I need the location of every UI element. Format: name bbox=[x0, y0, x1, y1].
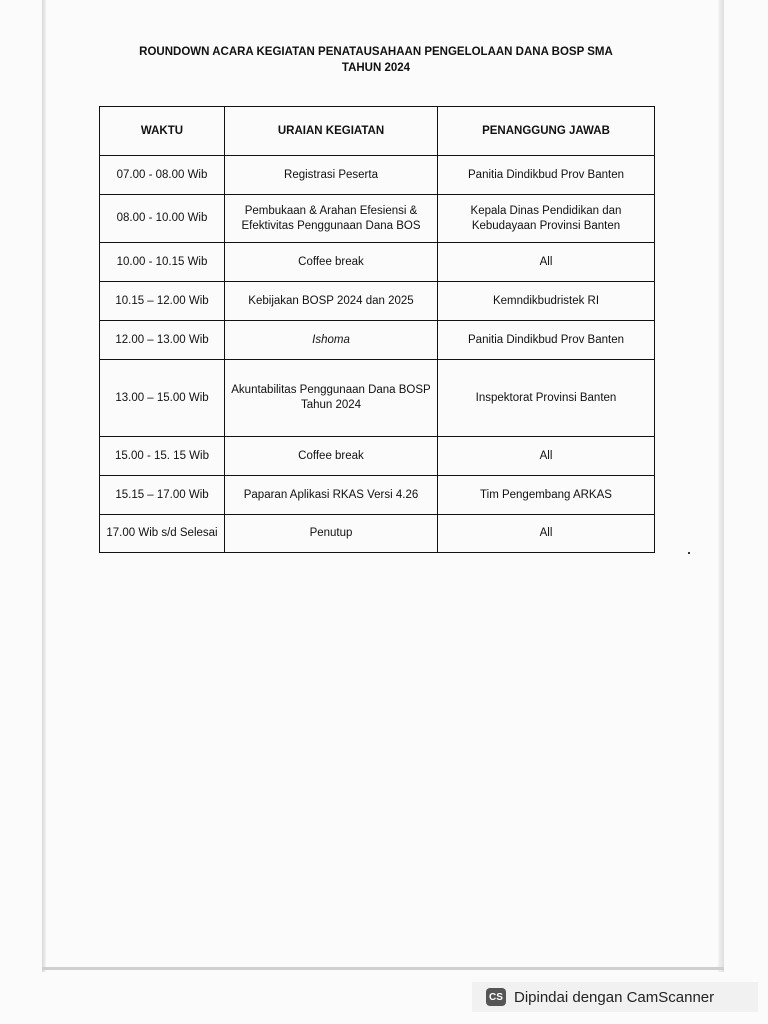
cell-uraian: Coffee break bbox=[225, 243, 438, 282]
cell-uraian: Penutup bbox=[225, 515, 438, 553]
watermark-text: Dipindai dengan CamScanner bbox=[514, 988, 715, 1006]
table-row bbox=[100, 321, 655, 360]
cell-penanggung-jawab: Kepala Dinas Pendidikan dan Kebudayaan Provinsi Banten bbox=[438, 195, 655, 243]
cell-penanggung-jawab: Tim Pengembang ARKAS bbox=[438, 476, 655, 515]
camscanner-watermark bbox=[472, 982, 758, 1012]
cell-penanggung-jawab: Panitia Dindikbud Prov Banten bbox=[438, 156, 655, 195]
cell-penanggung-jawab: All bbox=[438, 243, 655, 282]
header-uraian-kegiatan: URAIAN KEGIATAN bbox=[225, 107, 438, 156]
schedule-table bbox=[99, 106, 655, 553]
scan-speck bbox=[688, 552, 690, 554]
cell-uraian: Pembukaan & Arahan Efesiensi & Efektivitas Penggunaan Dana BOS bbox=[225, 195, 438, 243]
cell-waktu: 10.00 - 10.15 Wib bbox=[100, 243, 225, 282]
table-row bbox=[100, 437, 655, 476]
cell-waktu: 07.00 - 08.00 Wib bbox=[100, 156, 225, 195]
page-right-edge bbox=[718, 0, 724, 972]
table-row bbox=[100, 243, 655, 282]
header-penanggung-jawab: PENANGGUNG JAWAB bbox=[438, 107, 655, 156]
cell-waktu: 13.00 – 15.00 Wib bbox=[100, 360, 225, 437]
table-row bbox=[100, 195, 655, 243]
document-title bbox=[100, 44, 652, 76]
cell-waktu: 15.15 – 17.00 Wib bbox=[100, 476, 225, 515]
cell-waktu: 15.00 - 15. 15 Wib bbox=[100, 437, 225, 476]
header-waktu: WAKTU bbox=[100, 107, 225, 156]
cell-uraian: Coffee break bbox=[225, 437, 438, 476]
cell-uraian: Ishoma bbox=[225, 321, 438, 360]
table-row bbox=[100, 156, 655, 195]
title-line-2: TAHUN 2024 bbox=[341, 62, 411, 74]
cell-uraian: Paparan Aplikasi RKAS Versi 4.26 bbox=[225, 476, 438, 515]
camscanner-logo-icon: CS bbox=[486, 988, 506, 1006]
cell-penanggung-jawab: All bbox=[438, 515, 655, 553]
cell-waktu: 08.00 - 10.00 Wib bbox=[100, 195, 225, 243]
page-bottom-edge bbox=[42, 967, 724, 970]
table-row bbox=[100, 515, 655, 553]
table-row bbox=[100, 476, 655, 515]
cell-penanggung-jawab: All bbox=[438, 437, 655, 476]
cell-uraian: Kebijakan BOSP 2024 dan 2025 bbox=[225, 282, 438, 321]
cell-uraian: Akuntabilitas Penggunaan Dana BOSP Tahun 2024 bbox=[225, 360, 438, 437]
page-left-edge bbox=[42, 0, 46, 972]
cell-penanggung-jawab: Inspektorat Provinsi Banten bbox=[438, 360, 655, 437]
cell-waktu: 12.00 – 13.00 Wib bbox=[100, 321, 225, 360]
table-row bbox=[100, 282, 655, 321]
title-line-1: ROUNDOWN ACARA KEGIATAN PENATAUSAHAAN PENGELOLAAN DANA BOSP SMA bbox=[139, 46, 613, 58]
table-header-row bbox=[100, 107, 655, 156]
cell-waktu: 17.00 Wib s/d Selesai bbox=[100, 515, 225, 553]
cell-waktu: 10.15 – 12.00 Wib bbox=[100, 282, 225, 321]
cell-penanggung-jawab: Kemndikbudristek RI bbox=[438, 282, 655, 321]
table-row bbox=[100, 360, 655, 437]
cell-uraian: Registrasi Peserta bbox=[225, 156, 438, 195]
cell-penanggung-jawab: Panitia Dindikbud Prov Banten bbox=[438, 321, 655, 360]
